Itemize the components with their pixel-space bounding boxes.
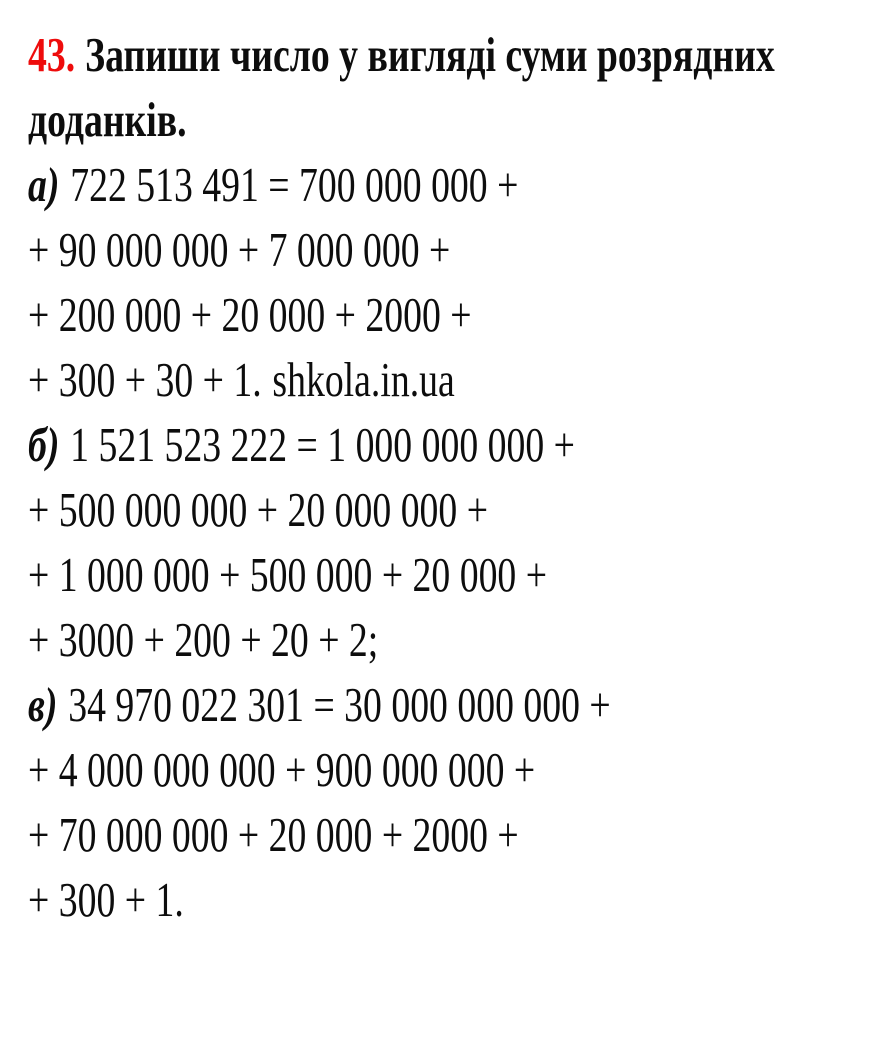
part-a-marker: а)	[28, 157, 60, 212]
part-v-sum-continuation: + 4 000 000 000 + 900 000 000 +	[28, 742, 536, 797]
part-v-line-1	[28, 672, 680, 737]
exercise-title-text: Запиши число у вигляді суми розрядних	[85, 27, 775, 82]
part-a-line-2	[28, 217, 680, 282]
part-a-line-1	[28, 152, 680, 217]
part-a-sum-continuation: + 90 000 000 + 7 000 000 +	[28, 222, 451, 277]
part-b-sum-continuation: + 500 000 000 + 20 000 000 +	[28, 482, 489, 537]
part-b-line-1	[28, 412, 680, 477]
part-v-line-3	[28, 802, 680, 867]
part-b-marker: б)	[28, 417, 60, 472]
exercise-title-line-1	[28, 22, 775, 87]
exercise-number: 43.	[28, 27, 76, 82]
part-a-line-3	[28, 282, 680, 347]
part-b-line-3	[28, 542, 680, 607]
part-v-equation-start: 34 970 022 301 = 30 000 000 000 +	[68, 677, 611, 732]
part-b-line-2	[28, 477, 680, 542]
part-v-sum-end: + 300 + 1.	[28, 872, 184, 927]
part-b-sum-end: + 3000 + 200 + 20 + 2;	[28, 612, 379, 667]
part-b-equation-start: 1 521 523 222 = 1 000 000 000 +	[70, 417, 575, 472]
part-b-line-4	[28, 607, 680, 672]
part-v-marker: в)	[28, 677, 58, 732]
part-v-line-2	[28, 737, 680, 802]
part-a-sum-continuation: + 200 000 + 20 000 + 2000 +	[28, 287, 472, 342]
part-a-equation-start: 722 513 491 = 700 000 000 +	[70, 157, 519, 212]
part-b-sum-continuation: + 1 000 000 + 500 000 + 20 000 +	[28, 547, 548, 602]
part-v-line-4	[28, 867, 680, 932]
watermark-shkola: shkola.in.ua	[272, 352, 455, 407]
exercise-title-line-2	[28, 87, 680, 152]
exercise-title-text-2: доданків.	[28, 92, 187, 147]
part-a-line-4	[28, 347, 680, 412]
part-v-sum-continuation: + 70 000 000 + 20 000 + 2000 +	[28, 807, 519, 862]
part-a-sum-end: + 300 + 30 + 1.	[28, 352, 262, 407]
